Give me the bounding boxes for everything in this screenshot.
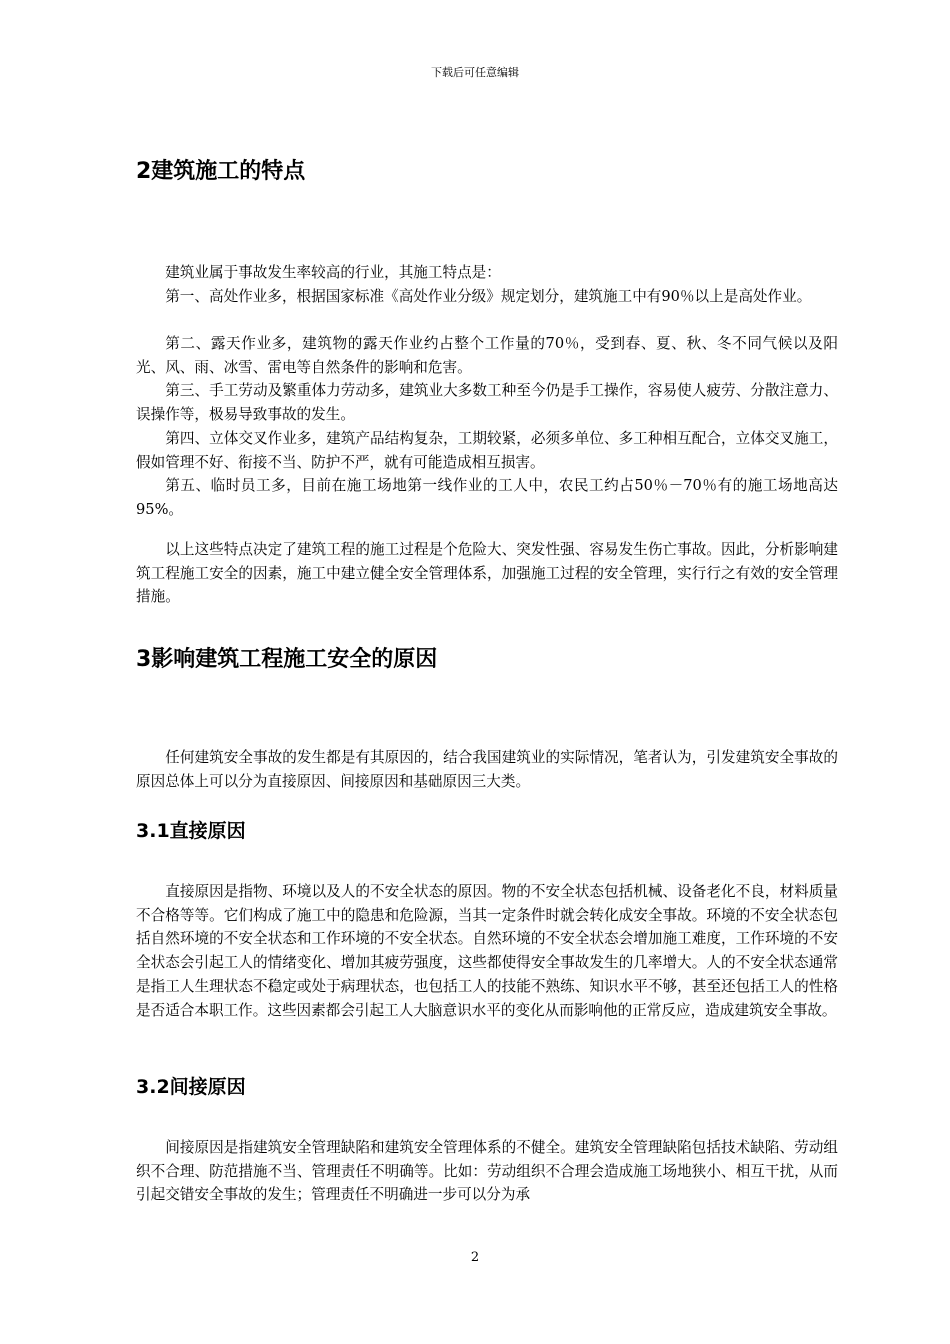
section-3-1-title: 3.1直接原因 <box>136 820 246 842</box>
page-number: 2 <box>470 1250 480 1265</box>
section-3-1-paragraph: 直接原因是指物、环境以及人的不安全状态的原因。物的不安全状态包括机械、设备老化不良，材料质量不合格等等。它们构成了施工中的隐患和危险源，当其一定条件时就会转化成安全事故。环境的不安全状态包括自然环境的不安全状态和工作环境的不安全状态。自然环境的不安全状态会增加施工难度，工作环境的不安全状态会引起工人的情绪变化、增加其疲劳强度，这些都使得安全事故发生的几率增大。人的不安全状态通常是指工人生理状态不稳定或处于病理状态，也包括工人的技能不熟练、知识水平不够，甚至还包括工人的性格是否适合本职工作。这些因素都会引起工人大脑意识水平的变化从而影响他的正常反应，造成建筑安全事故。 <box>136 883 838 1019</box>
section-3-2-title: 3.2间接原因 <box>136 1076 246 1098</box>
section-2-paragraph: 第一、高处作业多，根据国家标准《高处作业分级》规定划分，建筑施工中有90％以上是高处作业。 <box>165 288 812 305</box>
section-3-2-paragraph: 间接原因是指建筑安全管理缺陷和建筑安全管理体系的不健全。建筑安全管理缺陷包括技术缺陷、劳动组织不合理、防范措施不当、管理责任不明确等。比如：劳动组织不合理会造成施工场地狭小、相互干扰，从而引起交错安全事故的发生；管理责任不明确进一步可以分为承 <box>136 1139 838 1204</box>
section-3-intro: 任何建筑安全事故的发生都是有其原因的，结合我国建筑业的实际情况，笔者认为，引发建筑安全事故的原因总体上可以分为直接原因、间接原因和基础原因三大类。 <box>136 749 838 790</box>
section-3-title: 3影响建筑工程施工安全的原因 <box>136 647 438 672</box>
section-2-paragraph: 第三、手工劳动及繁重体力劳动多，建筑业大多数工种至今仍是手工操作，容易使人疲劳、分散注意力、误操作等，极易导致事故的发生。 <box>136 382 838 423</box>
section-2-title: 2建筑施工的特点 <box>136 159 306 184</box>
section-2-paragraph: 以上这些特点决定了建筑工程的施工过程是个危险大、突发性强、容易发生伤亡事故。因此，分析影响建筑工程施工安全的因素，施工中建立健全安全管理体系，加强施工过程的安全管理，实行行之有效的安全管理措施。 <box>136 541 838 606</box>
section-2-paragraph: 第四、立体交叉作业多，建筑产品结构复杂，工期较紧，必须多单位、多工种相互配合，立体交叉施工，假如管理不好、衔接不当、防护不严，就有可能造成相互损害。 <box>136 430 838 471</box>
section-2-paragraph: 第五、临时员工多，目前在施工场地第一线作业的工人中，农民工约占50％－70％有的施工场地高达95%。 <box>136 477 838 518</box>
section-2-paragraph: 建筑业属于事故发生率较高的行业，其施工特点是： <box>165 264 501 281</box>
section-2-paragraph: 第二、露天作业多，建筑物的露天作业约占整个工作量的70％，受到春、夏、秋、冬不同气候以及阳光、风、雨、冰雪、雷电等自然条件的影响和危害。 <box>136 335 838 376</box>
page-header: 下载后可任意编辑 <box>431 66 519 79</box>
